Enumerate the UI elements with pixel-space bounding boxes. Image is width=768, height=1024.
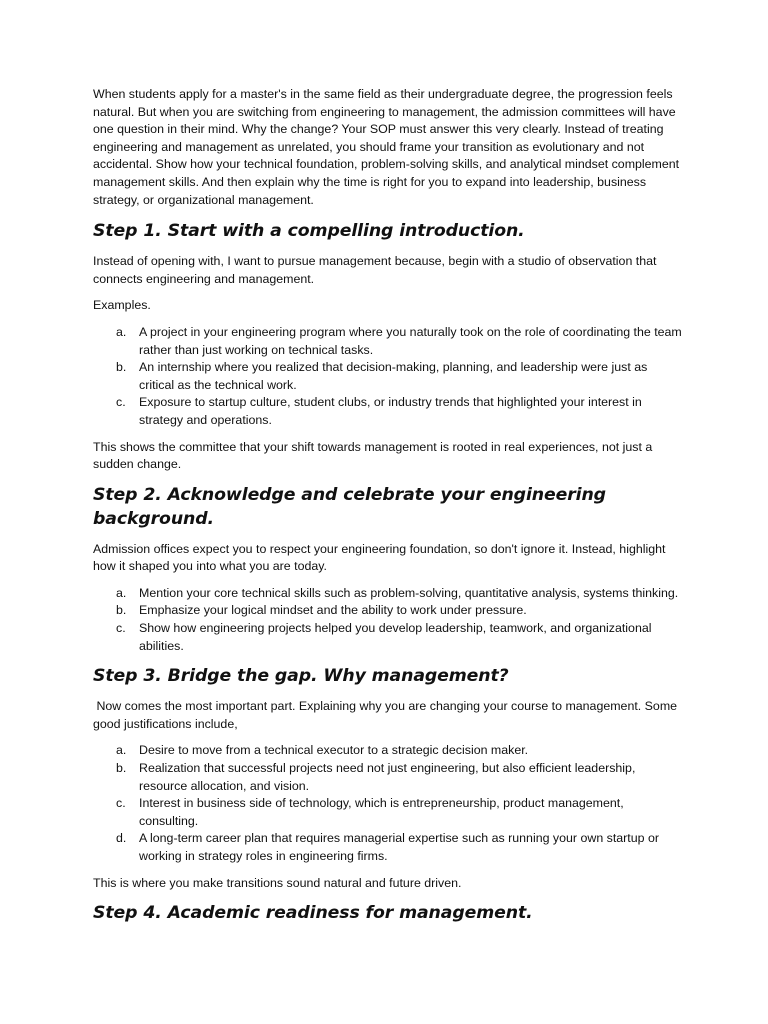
list-item-text: Mention your core technical skills such as problem-solving, quantitative analysis, systems thinking.	[139, 585, 679, 600]
step2-paragraph: Admission offices expect you to respect your engineering foundation, so don't ignore it. Instead, highlight how it shaped you into what you are today.	[93, 541, 666, 574]
list-marker: c.	[116, 395, 126, 410]
list-item-text: Realization that successful projects need not just engineering, but also efficient leadership, resource allocation, and vision.	[139, 761, 636, 793]
list-item	[93, 602, 683, 620]
intro-paragraph: When students apply for a master's in the same field as their undergraduate degree, the progression feels natural. But when you are switching from engineering to management, the admission committees will have one question in their mind. Why the change? Your SOP must answer this very clearly. Instead of treating engineering and management as unrelated, you should frame your transition as evolutionary and not accidental. Show how your technical foundation, problem-solving skills, and analytical mindset complement management skills. And then explain why the time is right for you to expand into leadership, business strategy, or organizational management.	[93, 87, 680, 207]
step3-closing: This is where you make transitions sound natural and future driven.	[93, 875, 462, 890]
list-item	[93, 830, 683, 865]
document-page	[93, 86, 683, 935]
step2-heading: Step 2. Acknowledge and celebrate your engineering background.	[93, 484, 606, 529]
list-item-text: Emphasize your logical mindset and the ability to work under pressure.	[139, 603, 527, 618]
list-marker: b.	[116, 761, 127, 776]
list-item-text: A long-term career plan that requires managerial expertise such as running your own startup or working in strategy roles in engineering firms.	[139, 831, 659, 863]
list-item-text: Desire to move from a technical executor to a strategic decision maker.	[139, 743, 529, 758]
list-item	[93, 742, 683, 760]
list-item	[93, 394, 683, 429]
step4-heading: Step 4. Academic readiness for management.	[93, 903, 533, 924]
list-item-text: An internship where you realized that decision-making, planning, and leadership were just as critical as the technical work.	[139, 360, 648, 392]
step1-list	[93, 324, 683, 430]
list-item	[93, 324, 683, 359]
step2-list	[93, 585, 683, 655]
step1-paragraph: Instead of opening with, I want to pursue management because, begin with a studio of observation that connects engineering and management.	[93, 254, 657, 286]
list-item-text: Show how engineering projects helped you develop leadership, teamwork, and organizational abilities.	[139, 621, 652, 653]
list-item	[93, 585, 683, 603]
list-marker: a.	[116, 324, 127, 339]
list-marker: c.	[116, 621, 126, 636]
step3-paragraph: Now comes the most important part. Explaining why you are changing your course to management. Some good justifications include,	[93, 699, 678, 731]
step1-closing: This shows the committee that your shift towards management is rooted in real experiences, not just a sudden change.	[93, 439, 653, 472]
step1-heading: Step 1. Start with a compelling introduction.	[93, 221, 525, 242]
step3-list	[93, 742, 683, 865]
list-marker: a.	[116, 585, 127, 600]
list-item	[93, 359, 683, 394]
examples-label: Examples.	[93, 298, 151, 313]
list-item-text: Interest in business side of technology, which is entrepreneurship, product management, consulting.	[139, 796, 624, 828]
list-marker: d.	[116, 831, 127, 846]
list-marker: c.	[116, 796, 126, 811]
list-item	[93, 760, 683, 795]
list-item-text: Exposure to startup culture, student clubs, or industry trends that highlighted your interest in strategy and operations.	[139, 395, 642, 427]
list-marker: b.	[116, 360, 127, 375]
step3-heading: Step 3. Bridge the gap. Why management?	[93, 666, 509, 687]
list-item-text: A project in your engineering program where you naturally took on the role of coordinating the team rather than just working on technical tasks.	[139, 324, 682, 357]
list-item	[93, 620, 683, 655]
list-marker: b.	[116, 603, 127, 618]
list-marker: a.	[116, 743, 127, 758]
list-item	[93, 795, 683, 830]
